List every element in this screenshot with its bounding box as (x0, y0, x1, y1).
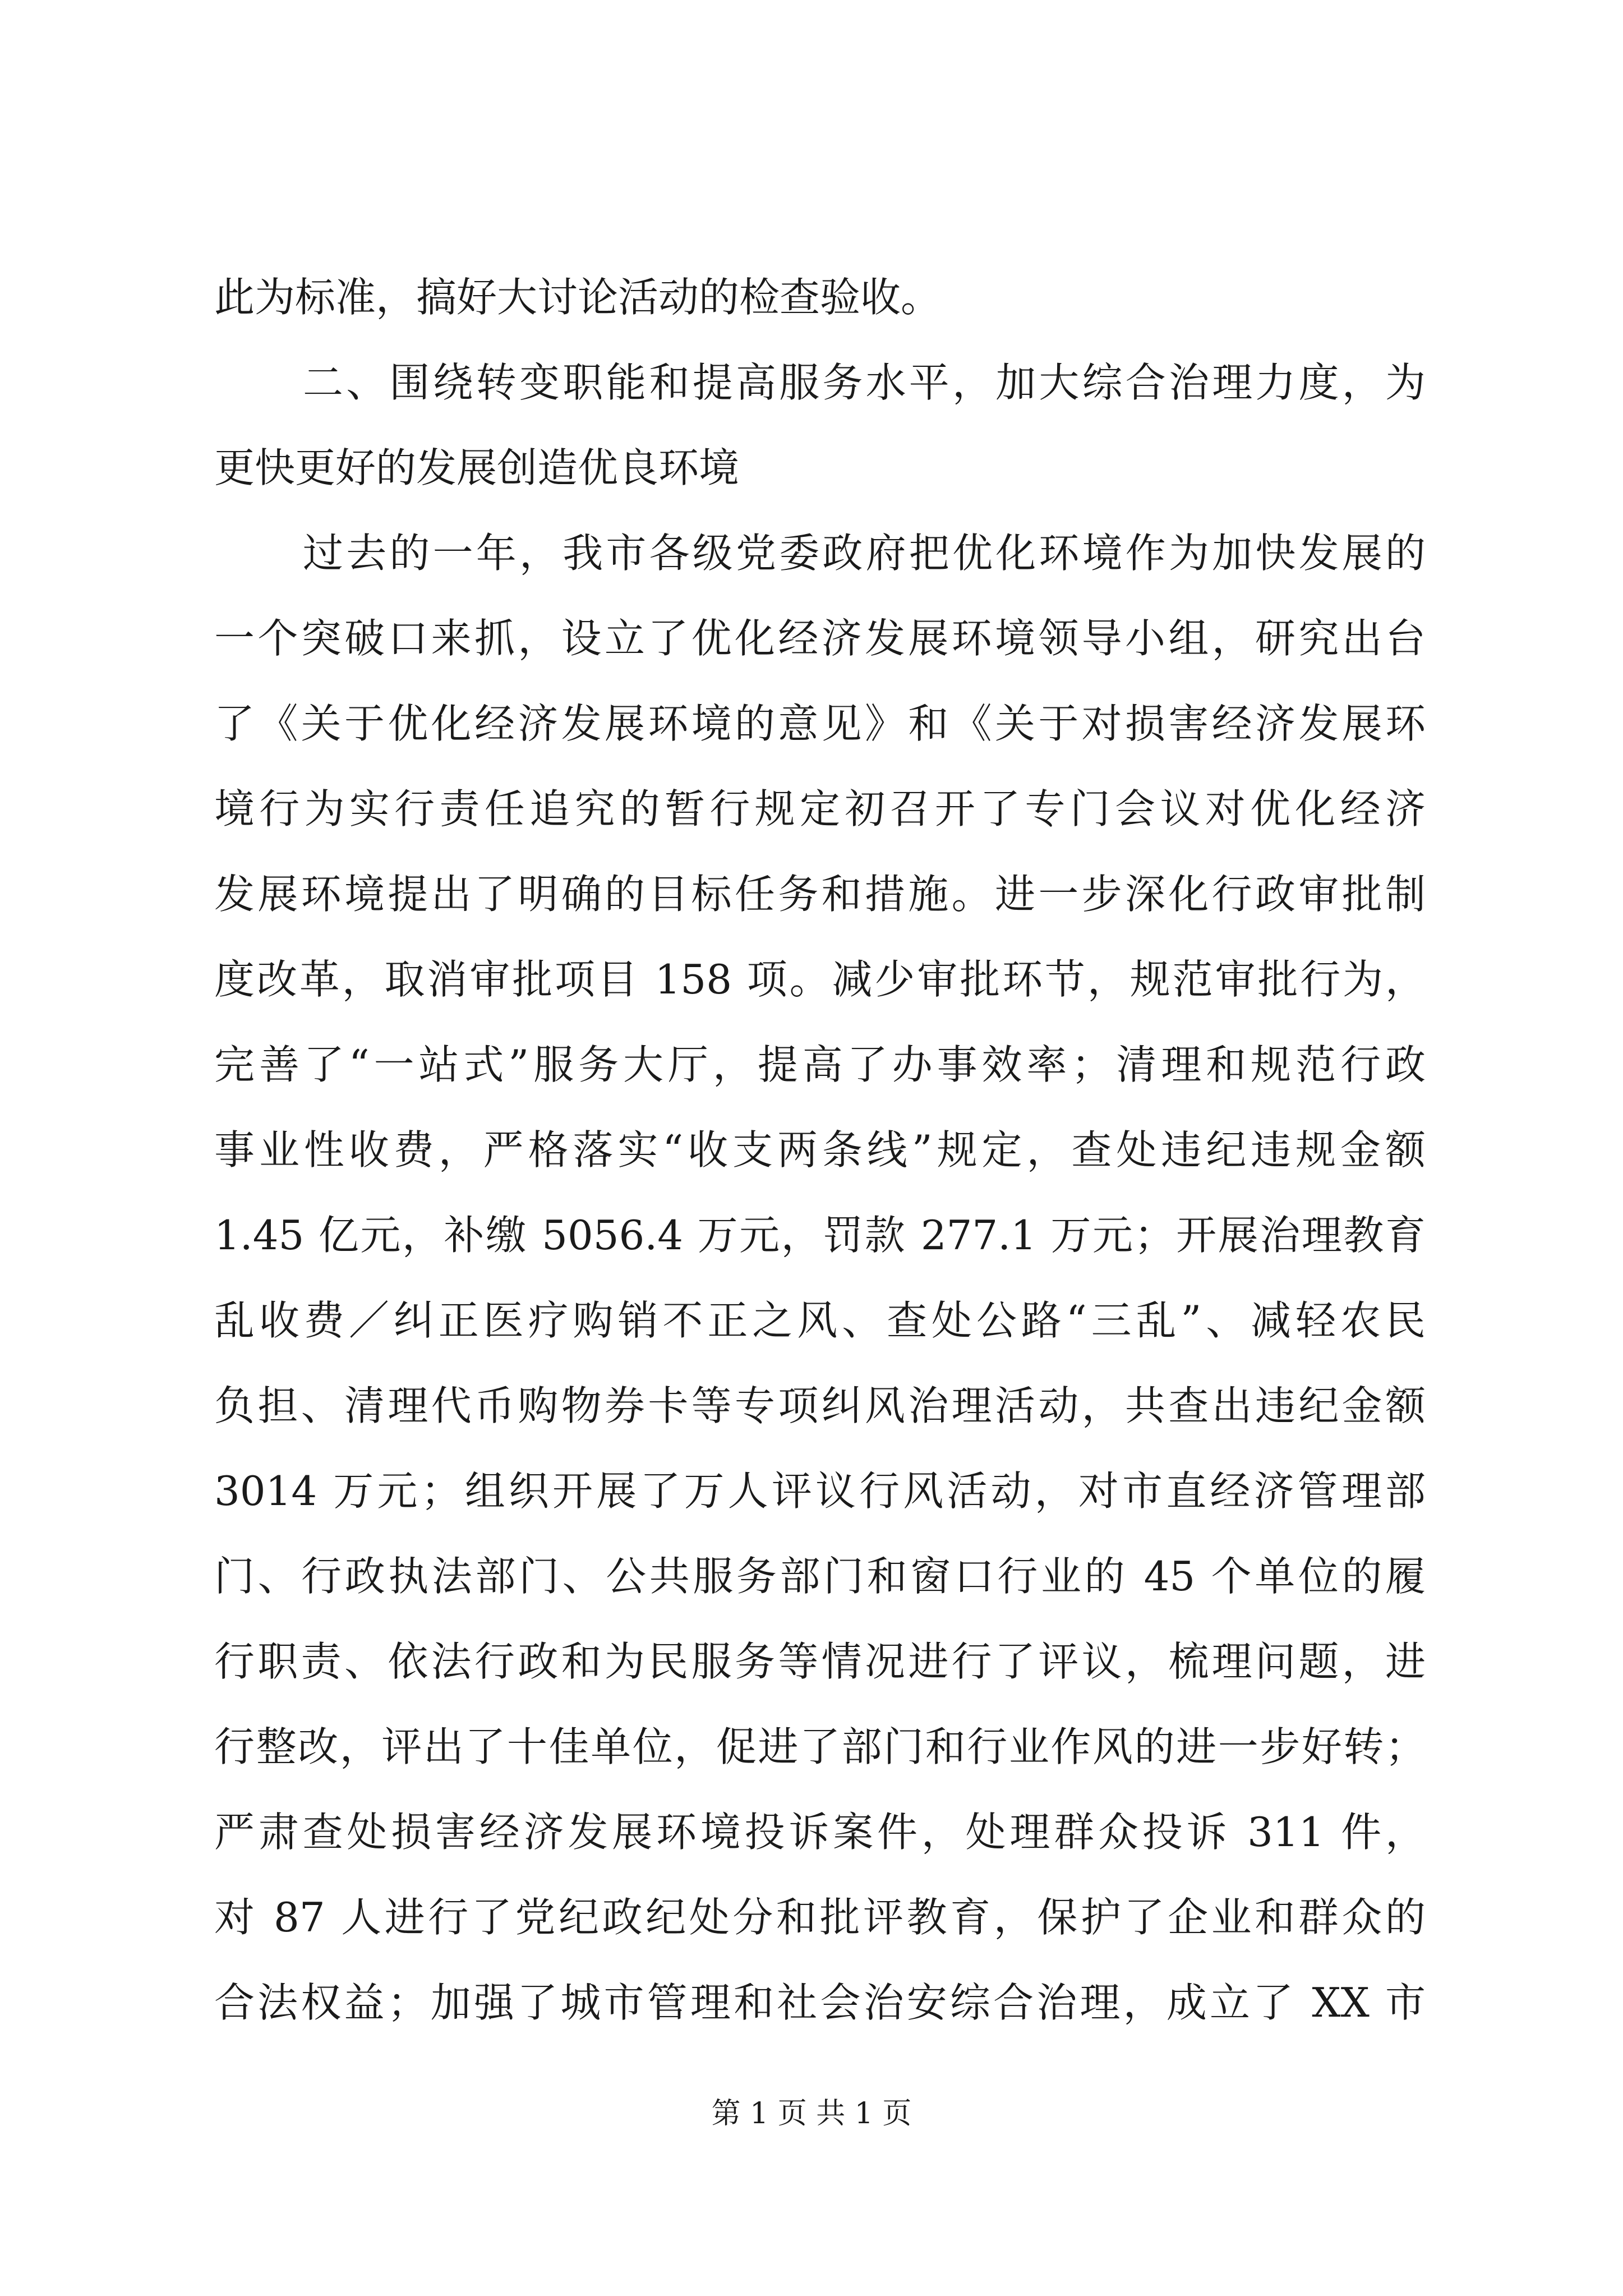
text-line-4: 过去的一年，我市各级党委政府把优化环境作为加快发展的 (303, 530, 1426, 577)
text-line-8: 发展环境提出了明确的目标任务和措施。进一步深化行政审批制 (214, 871, 1426, 918)
text-line-20: 对 87 人进行了党纪政纪处分和批评教育，保护了企业和群众的 (214, 1894, 1426, 1941)
text-line-15: 3014 万元；组织开展了万人评议行风活动，对市直经济管理部 (214, 1467, 1426, 1515)
text-line-16: 门、行政执法部门、公共服务部门和窗口行业的 45 个单位的履 (214, 1553, 1426, 1600)
text-line-17: 行职责、依法行政和为民服务等情况进行了评议，梳理问题，进 (214, 1638, 1426, 1685)
text-line-19: 严肃查处损害经济发展环境投诉案件，处理群众投诉 311 件， (214, 1809, 1426, 1856)
text-line-14: 负担、清理代币购物券卡等专项纠风治理活动，共查出违纪金额 (214, 1382, 1426, 1429)
text-line-21: 合法权益；加强了城市管理和社会治安综合治理，成立了 XX 市 (214, 1979, 1426, 2026)
text-line-13: 乱收费／纠正医疗购销不正之风、查处公路“三乱”、减轻农民 (214, 1297, 1426, 1344)
text-line-10: 完善了“一站式”服务大厅，提高了办事效率；清理和规范行政 (214, 1041, 1426, 1088)
text-line-5: 一个突破口来抓，设立了优化经济发展环境领导小组，研究出台 (214, 615, 1426, 662)
text-line-7: 境行为实行责任追究的暂行规定初召开了专门会议对优化经济 (214, 785, 1426, 832)
text-line-1: 此为标准，搞好大讨论活动的检查验收。 (214, 274, 942, 321)
text-line-6: 了《关于优化经济发展环境的意见》和《关于对损害经济发展环 (214, 700, 1426, 747)
section-heading-line-1: 二、围绕转变职能和提高服务水平，加大综合治理力度，为 (303, 359, 1426, 406)
text-line-11: 事业性收费，严格落实“收支两条线”规定，查处违纪违规金额 (214, 1126, 1426, 1174)
text-line-12: 1.45 亿元，补缴 5056.4 万元，罚款 277.1 万元；开展治理教育 (214, 1212, 1426, 1259)
text-line-18: 行整改，评出了十佳单位，促进了部门和行业作风的进一步好转； (214, 1723, 1426, 1770)
section-heading-line-2: 更快更好的发展创造优良环境 (214, 444, 740, 491)
page-footer: 第 1 页 共 1 页 (711, 2097, 912, 2131)
text-line-9: 度改革，取消审批项目 158 项。减少审批环节，规范审批行为， (214, 956, 1426, 1003)
